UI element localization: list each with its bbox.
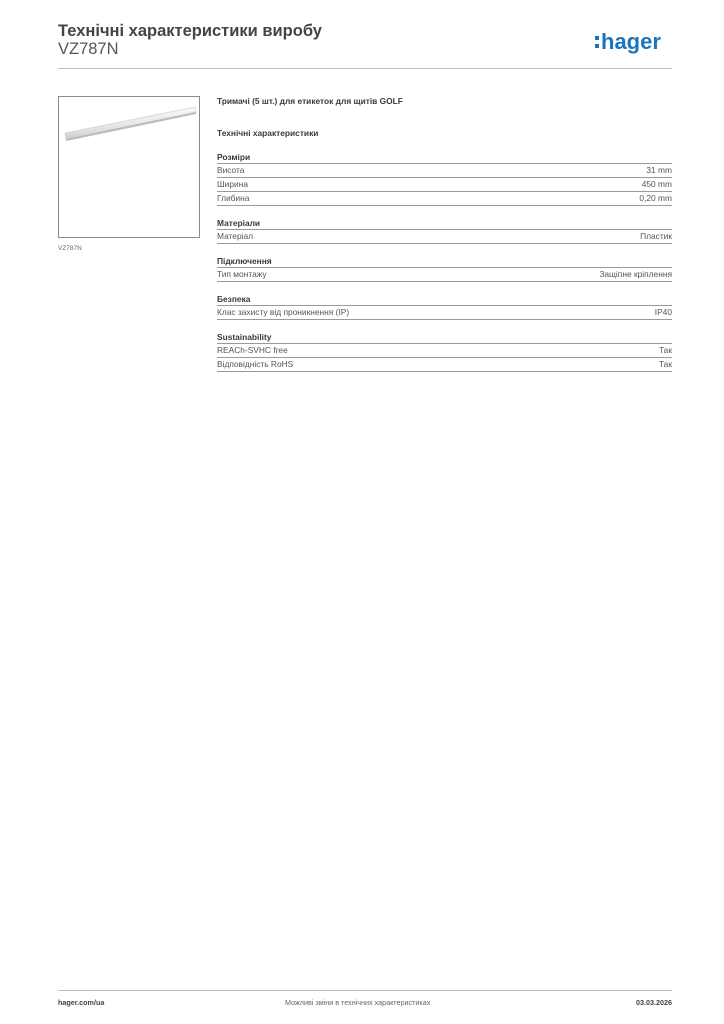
section-sustainability: [217, 332, 672, 372]
spec-label: Відповідність RoHS: [217, 359, 294, 369]
spec-label: Ширина: [217, 179, 248, 189]
section-title: Матеріали: [217, 218, 672, 230]
footer-disclaimer: Можливі зміни в технічних характеристиках: [285, 998, 431, 1007]
section-title: Розміри: [217, 152, 672, 164]
spec-label: Матеріал: [217, 231, 254, 241]
spec-row: [217, 358, 672, 372]
section-safety: [217, 294, 672, 320]
spec-value: 450 mm: [641, 179, 672, 189]
spec-label: REACh-SVHC free: [217, 345, 288, 355]
section-title: Підключення: [217, 256, 672, 268]
footer-website-link[interactable]: hager.com/ua: [58, 998, 105, 1007]
product-image-frame: [58, 96, 200, 238]
spec-value: Защіпне кріплення: [599, 269, 672, 279]
section-dimensions: [217, 152, 672, 206]
spec-row: [217, 268, 672, 282]
spec-value: Пластик: [640, 231, 672, 241]
product-description: Тримачі (5 шт.) для етикеток для щитів GOLF: [217, 96, 403, 106]
spec-label: Клас захисту від проникнення (IP): [217, 307, 350, 317]
page-title: Технічні характеристики виробу: [58, 22, 322, 40]
spec-label: Тип монтажу: [217, 269, 267, 279]
spec-row: [217, 306, 672, 320]
section-materials: [217, 218, 672, 244]
spec-row: [217, 178, 672, 192]
footer-date: 03.03.2026: [636, 998, 672, 1007]
specs-heading: Технічні характеристики: [217, 128, 319, 138]
image-caption: VZ787N: [58, 245, 82, 252]
spec-label: Висота: [217, 165, 245, 175]
header-divider: [58, 68, 672, 69]
spec-row: [217, 192, 672, 206]
label-holder-strip-image: [59, 97, 199, 237]
spec-value: 0,20 mm: [639, 193, 672, 203]
product-code: VZ787N: [58, 40, 119, 58]
spec-value: 31 mm: [646, 165, 672, 175]
section-title: Безпека: [217, 294, 672, 306]
hager-logo[interactable]: [594, 28, 674, 58]
section-title: Sustainability: [217, 332, 672, 344]
spec-row: [217, 164, 672, 178]
section-connection: [217, 256, 672, 282]
logo-wordmark: hager: [601, 29, 661, 54]
spec-row: [217, 344, 672, 358]
spec-value: IP40: [654, 307, 672, 317]
spec-row: [217, 230, 672, 244]
spec-value: Так: [658, 345, 672, 355]
footer-divider: [58, 990, 672, 991]
spec-label: Глибина: [217, 193, 250, 203]
specs-content: [217, 96, 672, 372]
spec-value: Так: [658, 359, 672, 369]
